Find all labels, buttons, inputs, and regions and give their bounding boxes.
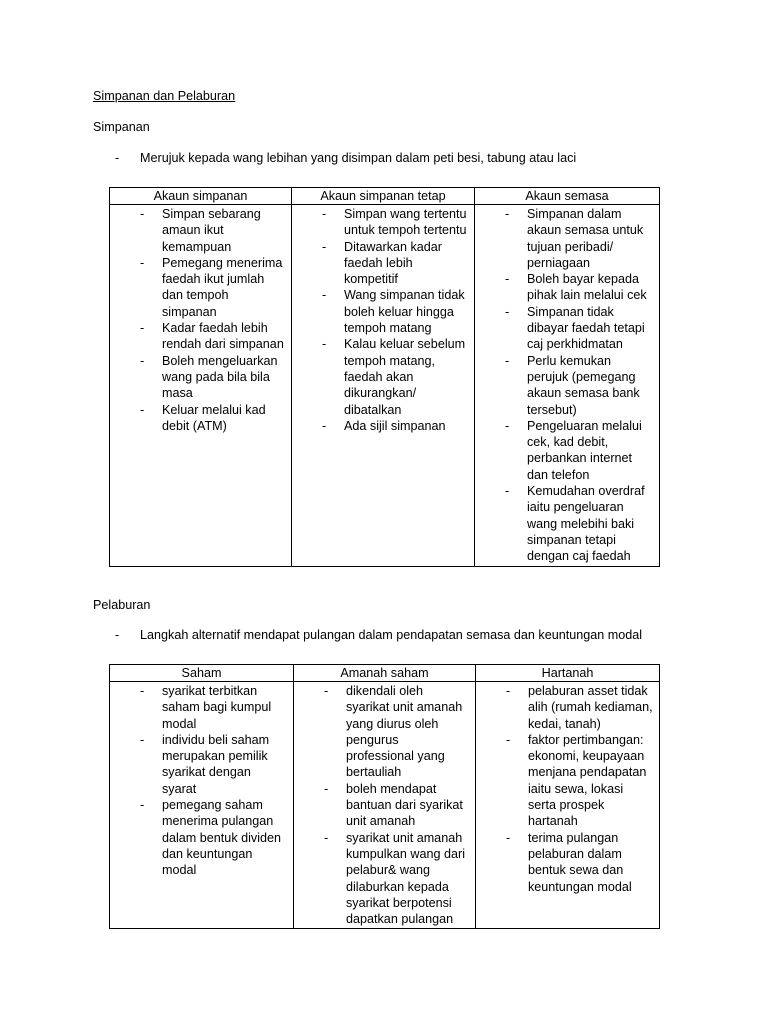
- list-item-text: Simpanan dalam akaun semasa untuk tujuan peribadi/ perniagaan: [527, 207, 644, 270]
- list-item-text: boleh mendapat bantuan dari syarikat unit amanah: [346, 781, 463, 829]
- list-item-text: Simpan wang tertentu untuk tempoh tertentu: [344, 207, 467, 238]
- list-item-text: individu beli saham merupakan pemilik syarikat dengan syarat: [162, 732, 270, 796]
- column-header: Akaun simpanan: [110, 188, 292, 205]
- list-item-text: Keluar melalui kad debit (ATM): [162, 402, 266, 433]
- list-item: - pelaburan asset tidak alih (rumah kediaman, kedai, tanah): [506, 684, 653, 731]
- table-cell: [110, 682, 294, 929]
- list-item: - Ada sijil simpanan: [322, 418, 446, 433]
- column-header: Hartanah: [476, 665, 660, 682]
- list-item-text: Boleh bayar kepada pihak lain melalui cek: [527, 272, 647, 303]
- table-header-row: [110, 188, 660, 205]
- column-header: Akaun simpanan tetap: [292, 188, 475, 205]
- table-row: [110, 205, 660, 567]
- table-cell: [292, 205, 475, 567]
- list-item: - Simpan sebarang amaun ikut kemampuan: [140, 207, 261, 254]
- page-title: Simpanan dan Pelaburan: [93, 89, 236, 103]
- list-item-text: Ada sijil simpanan: [344, 418, 446, 433]
- list-item: - Boleh mengeluarkan wang pada bila bila masa: [140, 353, 278, 401]
- table-cell: [110, 205, 292, 567]
- list-item-text: Kalau keluar sebelum tempoh matang, faedah akan dikurangkan/ dibatalkan: [344, 337, 466, 417]
- list-item-text: dikendali oleh syarikat unit amanah yang diurus oleh pengurus professional yang bertauliah: [346, 684, 463, 780]
- list-item: - Simpanan tidak dibayar faedah tetapi caj perkhidmatan: [505, 304, 645, 352]
- bullet-list: [476, 683, 653, 895]
- column-header: Saham: [110, 665, 294, 682]
- list-item-text: Simpanan tidak dibayar faedah tetapi caj perkhidmatan: [527, 304, 645, 352]
- list-item: - Boleh bayar kepada pihak lain melalui cek: [505, 272, 647, 303]
- bullet-dash: -: [115, 628, 120, 642]
- table-simpanan: [109, 187, 660, 567]
- bullet-list: [110, 206, 285, 434]
- bullet-list: [292, 206, 468, 434]
- list-item: - syarikat unit amanah kumpulkan wang dari pelabur& wang dilaburkan kepada syarikat berpotensi dapatkan pulangan: [324, 830, 466, 927]
- list-item: - Simpanan dalam akaun semasa untuk tujuan peribadi/ perniagaan: [505, 207, 644, 270]
- list-item: - Pengeluaran melalui cek, kad debit, perbankan internet dan telefon: [505, 418, 642, 482]
- list-item-text: syarikat unit amanah kumpulkan wang dari pelabur& wang dilaburkan kepada syarikat berpotensi dapatkan pulangan: [346, 830, 466, 927]
- table-row: [110, 682, 660, 929]
- table-pelaburan: [109, 664, 660, 929]
- bullet-list: [475, 206, 653, 565]
- column-header: Akaun semasa: [475, 188, 660, 205]
- list-item-text: terima pulangan pelaburan dalam bentuk sewa dan keuntungan modal: [528, 830, 632, 894]
- list-item-text: syarikat terbitkan saham bagi kumpul modal: [162, 684, 272, 731]
- list-item-text: Kadar faedah lebih rendah dari simpanan: [162, 321, 284, 352]
- list-item: - boleh mendapat bantuan dari syarikat unit amanah: [324, 781, 463, 829]
- list-item: - terima pulangan pelaburan dalam bentuk sewa dan keuntungan modal: [506, 830, 632, 894]
- list-item: - Simpan wang tertentu untuk tempoh tertentu: [322, 207, 467, 238]
- column-header: Amanah saham: [294, 665, 476, 682]
- table-cell: [294, 682, 476, 929]
- bullet-list: [294, 683, 469, 927]
- list-item-text: Simpan sebarang amaun ikut kemampuan: [162, 207, 261, 254]
- list-item-text: Perlu kemukan perujuk (pemegang akaun semasa bank tersebut): [527, 353, 640, 417]
- list-item: - dikendali oleh syarikat unit amanah yang diurus oleh pengurus professional yang bertauliah: [324, 684, 463, 780]
- list-item-text: pelaburan asset tidak alih (rumah kediaman, kedai, tanah): [528, 684, 653, 731]
- list-item-text: Pengeluaran melalui cek, kad debit, perbankan internet dan telefon: [527, 418, 642, 482]
- list-item-text: faktor pertimbangan: ekonomi, keupayaan menjana pendapatan iaitu sewa, lokasi serta prospek hartanah: [528, 732, 647, 829]
- list-item-text: pemegang saham menerima pulangan dalam bentuk dividen dan keuntungan modal: [162, 798, 282, 878]
- bullet-list: [110, 683, 287, 879]
- table-cell: [475, 205, 660, 567]
- list-item: - Ditawarkan kadar faedah lebih kompetitif: [322, 239, 442, 287]
- intro-text-simpanan: Merujuk kepada wang lebihan yang disimpan dalam peti besi, tabung atau laci: [140, 151, 577, 165]
- list-item: - Keluar melalui kad debit (ATM): [140, 402, 266, 433]
- list-item-text: Pemegang menerima faedah ikut jumlah dan tempoh simpanan: [162, 255, 283, 319]
- list-item: - Kadar faedah lebih rendah dari simpanan: [140, 321, 284, 352]
- list-item-text: Boleh mengeluarkan wang pada bila bila masa: [162, 353, 278, 401]
- list-item-text: Ditawarkan kadar faedah lebih kompetitif: [344, 239, 442, 287]
- list-item: - Kalau keluar sebelum tempoh matang, faedah akan dikurangkan/ dibatalkan: [322, 337, 466, 417]
- list-item-text: Wang simpanan tidak boleh keluar hingga tempoh matang: [344, 288, 465, 336]
- bullet-dash: -: [115, 151, 120, 165]
- list-item: - Pemegang menerima faedah ikut jumlah dan tempoh simpanan: [140, 255, 283, 319]
- list-item: - Perlu kemukan perujuk (pemegang akaun semasa bank tersebut): [505, 353, 640, 417]
- section-heading-pelaburan: Pelaburan: [93, 598, 151, 612]
- list-item: - syarikat terbitkan saham bagi kumpul modal: [140, 684, 272, 731]
- section-heading-simpanan: Simpanan: [93, 120, 150, 134]
- table-header-row: [110, 665, 660, 682]
- intro-text-pelaburan: Langkah alternatif mendapat pulangan dalam pendapatan semasa dan keuntungan modal: [140, 628, 643, 642]
- list-item: - Wang simpanan tidak boleh keluar hingga tempoh matang: [322, 288, 465, 336]
- list-item: - Kemudahan overdraf iaitu pengeluaran wang melebihi baki simpanan tetapi dengan caj faedah: [505, 484, 645, 564]
- list-item: - pemegang saham menerima pulangan dalam bentuk dividen dan keuntungan modal: [140, 798, 282, 878]
- list-item-text: Kemudahan overdraf iaitu pengeluaran wang melebihi baki simpanan tetapi dengan caj faedah: [527, 484, 645, 564]
- list-item: - individu beli saham merupakan pemilik syarikat dengan syarat: [140, 732, 270, 796]
- table-cell: [476, 682, 660, 929]
- list-item: - faktor pertimbangan: ekonomi, keupayaan menjana pendapatan iaitu sewa, lokasi serta prospek hartanah: [506, 732, 647, 829]
